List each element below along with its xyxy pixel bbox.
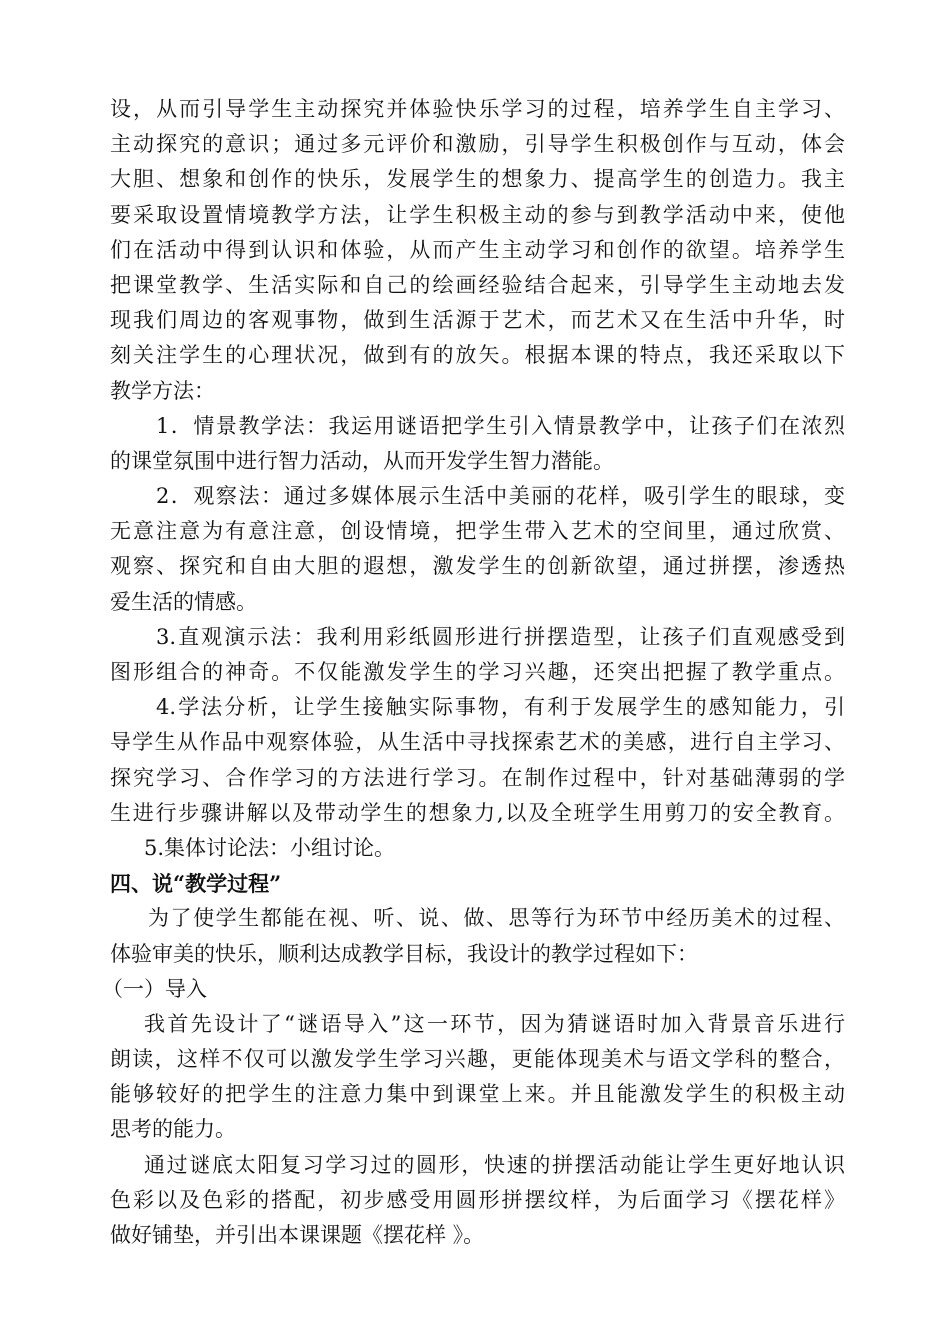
text-line: 色彩以及色彩的搭配，初步感受用圆形拼摆纹样，为后面学习《摆花样》 [110,1187,845,1212]
text-line: 做好铺垫，并引出本课课题《摆花样 》。 [110,1223,485,1247]
intro-paragraph [110,92,845,409]
text-line: 我首先设计了“谜语导入”这一环节，因为猜谜语时加入背景音乐进行 [144,1011,845,1036]
lead-in-paragraph-2 [110,1148,845,1254]
section-heading: 四、说“教学过程” [110,871,282,897]
process-intro-paragraph [110,901,845,971]
text-line: 的课堂氛围中进行智力活动，从而开发学生智力潜能。 [110,448,614,473]
text-line: 朗读，这样不仅可以激发学生学习兴趣，更能体现美术与语文学科的整合， [110,1047,845,1072]
method-2-paragraph [110,479,845,620]
text-line: 为了使学生都能在视、听、说、做、思等行为环节中经历美术的过程、 [148,906,845,931]
text-line: 现我们周边的客观事物，做到生活源于艺术，而艺术又在生活中升华，时 [110,308,845,333]
text-line: 大胆、想象和创作的快乐，发展学生的想象力、提高学生的创造力。我主 [110,167,845,192]
text-line: 设，从而引导学生主动探究并体验快乐学习的过程，培养学生自主学习、 [110,97,845,121]
text-line: 通过谜底太阳复习学习过的圆形，快速的拼摆活动能让学生更好地认识 [144,1152,845,1177]
text-line: 把课堂教学、生活实际和自己的绘画经验结合起来，引导学生主动地去发 [110,272,845,297]
text-line: 爱生活的情感。 [110,589,257,614]
method-3-paragraph [110,620,845,690]
text-line: 教学方法： [110,378,215,403]
text-line: 2．观察法：通过多媒体展示生活中美丽的花样，吸引学生的眼球，变 [156,484,845,509]
text-line: 导学生从作品中观察体验，从生活中寻找探索艺术的美感，进行自主学习、 [110,730,845,755]
text-line: 探究学习、合作学习的方法进行学习。在制作过程中，针对基础薄弱的学 [110,765,845,790]
method-1-paragraph [110,409,845,479]
text-line: 能够较好的把学生的注意力集中到课堂上来。并且能激发学生的积极主动 [110,1082,845,1107]
text-line: 观察、探究和自由大胆的遐想，激发学生的创新欲望，通过拼摆，渗透热 [110,554,845,579]
text-line: 3.直观演示法：我利用彩纸圆形进行拼摆造型，让孩子们直观感受到 [156,624,845,649]
text-line: 要采取设置情境教学方法，让学生积极主动的参与到教学活动中来，使他 [110,202,845,227]
lead-in-paragraph-1 [110,1007,845,1148]
method-4-paragraph [110,690,845,831]
subsection-heading: （一）导入 [102,976,207,1001]
text-line: 们在活动中得到认识和体验，从而产生主动学习和创作的欲望。培养学生 [110,237,845,262]
method-5-paragraph: 5.集体讨论法：小组讨论。 [144,835,396,860]
text-line: 无意注意为有意注意，创设情境，把学生带入艺术的空间里，通过欣赏、 [110,519,845,544]
text-line: 体验审美的快乐，顺利达成教学目标，我设计的教学过程如下： [110,941,698,966]
text-line: 思考的能力。 [110,1117,236,1142]
text-line: 刻关注学生的心理状况，做到有的放矢。根据本课的特点，我还采取以下 [110,343,845,368]
text-line: 主动探究的意识；通过多元评价和激励，引导学生积极创作与互动，体会 [110,132,845,157]
document-page [102,92,845,1253]
text-line: 图形组合的神奇。不仅能激发学生的学习兴趣，还突出把握了教学重点。 [110,660,845,684]
text-line: 1．情景教学法：我运用谜语把学生引入情景教学中，让孩子们在浓烈 [156,413,845,438]
text-line: 生进行步骤讲解以及带动学生的想象力,以及全班学生用剪刀的安全教育。 [110,800,845,825]
text-line: 4.学法分析，让学生接触实际事物，有利于发展学生的感知能力，引 [156,695,845,720]
